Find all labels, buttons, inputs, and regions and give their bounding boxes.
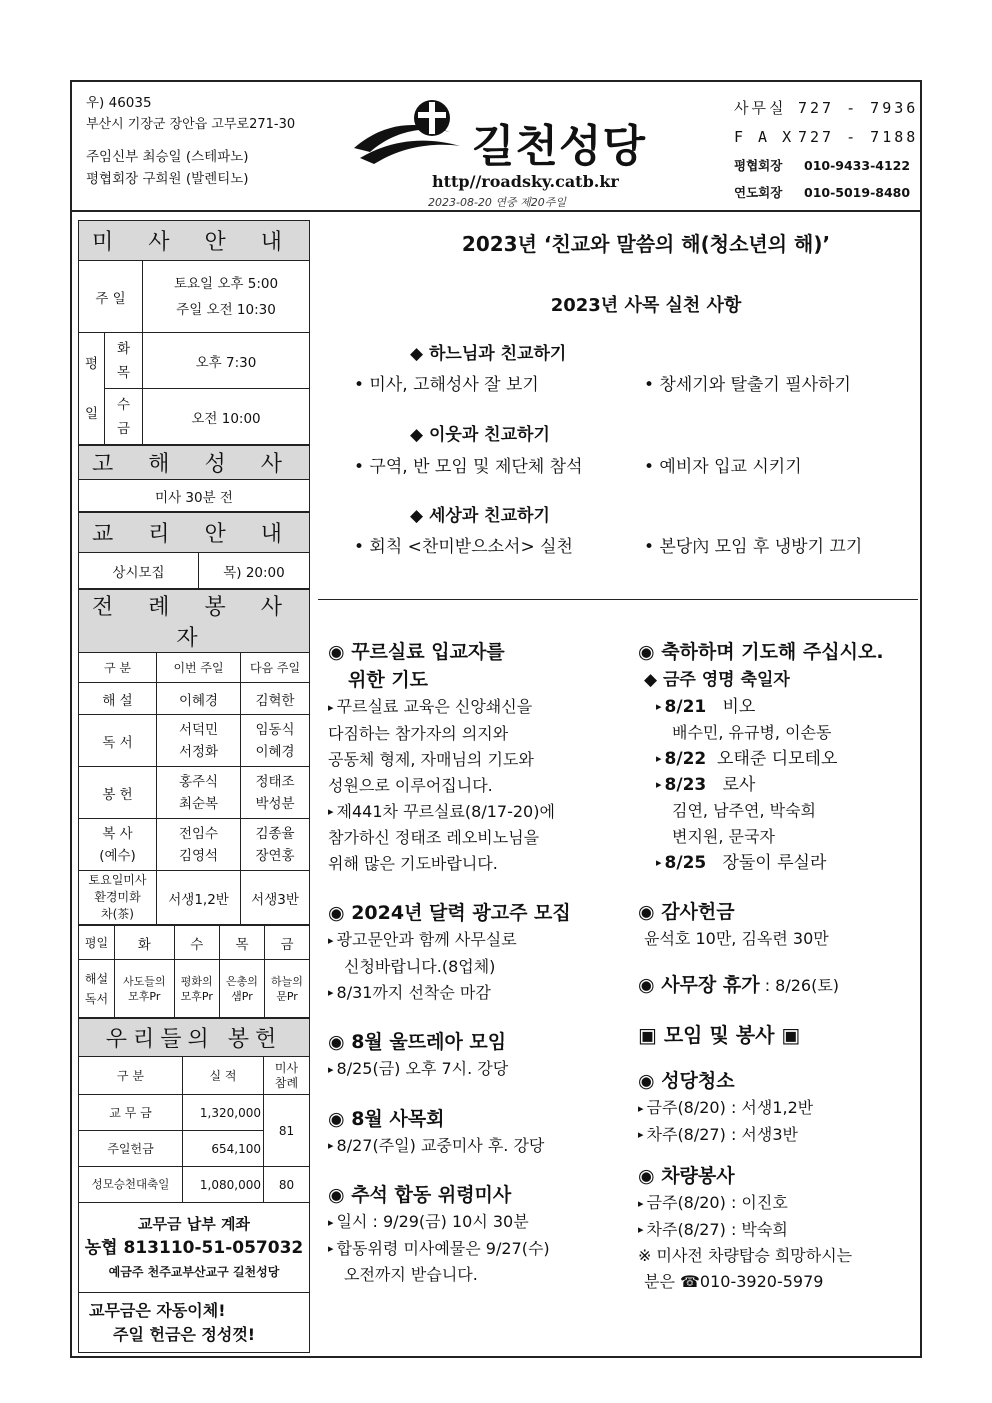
- wed-fri-time: 오전 10:00: [143, 389, 310, 445]
- pastor: 주임신부 최승일 (스테파노): [86, 149, 249, 165]
- liturgy-table: 전 례 봉 사 자 구 분 이번 주일 다음 주일 해 설 이혜경 김혁한 독 서 서덕민 서정화 임동식 이혜경 봉 헌 홍주식 최순복 정태조 박성분 복 사 (예수) 전임수 김영석 김종율 장연홍 토요일미사 환경미화 차(茶) 서생1,2반 서생3반: [78, 589, 310, 925]
- goal-neighbor-item-2: • 예비자 입교 시키기: [644, 457, 802, 477]
- sidebar: [78, 220, 310, 1353]
- cursillo-title-2: 위한 기도: [348, 669, 429, 691]
- weekday-label: 평 일: [79, 333, 105, 445]
- triangle-icon: ▸: [656, 856, 662, 869]
- triangle-icon: ▸: [656, 752, 662, 765]
- goal-neighbor: ◆ 이웃과 친교하기: [410, 425, 550, 445]
- cleaning-title: ◉ 성당청소: [638, 1070, 735, 1092]
- memorial-mass-title: ◉ 추석 합동 위령미사: [328, 1184, 512, 1206]
- confession-text: 미사 30분 전: [79, 480, 310, 512]
- goal-god: ◆ 하느님과 친교하기: [410, 344, 567, 364]
- feast-item: ▸ 8/25 장둘이 루실라: [656, 853, 827, 873]
- news-right-column: ◉ 축하하며 기도해 주십시오. ◆ 금주 영명 축일자 ▸ 8/21 비오 배수민, 유규병, 이손동 ▸ 8/22 오태준 디모테오 ▸ 8/23 로사 김연, 남주연, 박숙희 변지원, 문국자 ▸ 8/25 장둘이 루실라 ◉ 감사헌금 윤석호 10만, 김옥련 30만 ◉ 사무장 휴가 : 8/26(토) ▣ 모임 및 봉사 ▣ ◉ 성당청소 ▸ 금주(8/20) : 서생1,2반 ▸ 차주(8/27) : 서생3반 ◉ 차량봉사 ▸ 금주(8/20) : 이진호 ▸ 차주(8/27) : 박숙희 ※ 미사전 차량탑승 희망하시는 분은 ☎010-3920-5979: [638, 638, 918, 1295]
- website-url[interactable]: http//roadsky.catb.kr: [432, 172, 619, 191]
- driving-title: ◉ 차량봉사: [638, 1165, 735, 1187]
- driving-contact: 분은 ☎010-3920-5979: [644, 1272, 824, 1291]
- sunday-label: 주 일: [79, 261, 143, 333]
- issue-date: 2023-08-20 연중 제20주일: [428, 196, 567, 209]
- triangle-icon: ▸: [328, 1062, 334, 1076]
- cursillo-title: ◉ 꾸르실료 입교자를: [328, 641, 505, 663]
- parish-logo: [350, 96, 690, 209]
- triangle-icon: ▸: [638, 1196, 644, 1210]
- triangle-icon: ▸: [638, 1223, 644, 1236]
- service-title: ▣ 모임 및 봉사 ▣: [638, 1023, 801, 1047]
- contact-fax: F A X 727 - 7188: [734, 128, 919, 146]
- feast-title: ◉ 축하하며 기도해 주십시오.: [638, 641, 884, 663]
- postal-code: 우) 46035: [86, 95, 152, 111]
- contact-memorial: 연도회장 010-5019-8480: [734, 185, 911, 200]
- triangle-icon: ▸: [656, 778, 662, 791]
- header: [72, 82, 920, 212]
- tue-thu-time: 오후 7:30: [143, 333, 310, 389]
- weekday-liturgy-table: 평일 화 수 목 금 해설 독서 사도들의 모후Pr 평화의 모후Pr 은총의 샘Pr 하늘의 문Pr: [78, 925, 310, 1018]
- sunday-times: 토요일 오후 5:00 주일 오전 10:30: [143, 261, 310, 333]
- liturgy-title: 전 례 봉 사 자: [79, 590, 310, 653]
- table-row: 교 무 금 1,320,000 81: [79, 1095, 310, 1131]
- triangle-icon: ▸: [328, 805, 334, 818]
- contact-council: 평협회장 010-9433-4122: [734, 158, 911, 173]
- goal-god-item-1: • 미사, 고해성사 잘 보기: [354, 375, 539, 395]
- feast-item: ▸ 8/22 오태준 디모테오: [656, 749, 838, 769]
- table-row: 복 사 (예수) 전임수 김영석 김종율 장연홍: [79, 819, 310, 871]
- council-title: ◉ 8월 사목회: [328, 1107, 445, 1130]
- table-row: 성모승천대축일 1,080,000 80: [79, 1167, 310, 1203]
- table-row: 독 서 서덕민 서정화 임동식 이혜경: [79, 715, 310, 767]
- catechism-time: 목) 20:00: [199, 553, 310, 589]
- divider: [318, 599, 918, 600]
- goal-world-item-2: • 본당內 모임 후 냉방기 끄기: [644, 537, 863, 557]
- table-row: 토요일미사 환경미화 차(茶) 서생1,2반 서생3반: [79, 871, 310, 925]
- news-left-column: ◉ 꾸르실료 입교자를 위한 기도 ▸ 꾸르실료 교육은 신앙쇄신을 다짐하는 참가자의 의지와 공동체 형제, 자매님의 기도와 성원으로 이루어집니다. ▸ 제441차 꾸르실료(8/17-20)에 참가하신 정태조 레오비노님을 위해 많은 기도바랍니다. ◉ 2024년 달력 광고주 모집 ▸ 광고문안과 함께 사무실로 신청바랍니다.(8업체) ▸ 8/31까지 선착순 마감 ◉ 8월 울뜨레아 모임 ▸ 8/25(금) 오후 7시. 강당 ◉ 8월 사목회 ▸ 8/27(주일) 교중미사 후. 강당 ◉ 추석 합동 위령미사 ▸ 일시 : 9/29(금) 10시 30분 ▸ 합동위령 미사예물은 9/27(수) 오전까지 받습니다.: [328, 638, 618, 1288]
- mass-title: 미 사 안 내: [79, 221, 310, 261]
- header-info: [86, 92, 295, 190]
- triangle-icon: ▸: [328, 1242, 334, 1255]
- offering-table: 우리들의 봉헌 구 분 실 적 미사 참례 교 무 금 1,320,000 81 주일헌금 654,100 성모승천대축일 1,080,000 80 교무금 납부 계좌 농협 813110-51-057032 예금주 천주교부산교구 길천성당 교무금은 자동이체! 주일 헌금은 정성껏!: [78, 1018, 310, 1353]
- triangle-icon: ▸: [328, 1139, 334, 1152]
- table-row: 봉 헌 홍주식 최순복 정태조 박성분: [79, 767, 310, 819]
- catechism-title: 교 리 안 내: [79, 513, 310, 553]
- account-info: 교무금 납부 계좌 농협 813110-51-057032 예금주 천주교부산교구 길천성당: [79, 1203, 310, 1293]
- feast-item: ▸ 8/21 비오: [656, 697, 756, 717]
- pastoral-theme: [318, 220, 918, 317]
- triangle-icon: ▸: [328, 986, 334, 999]
- ultreya-title: ◉ 8월 울뜨레아 모임: [328, 1031, 507, 1053]
- tue-thu-label: 화 목: [105, 333, 143, 389]
- offering-notice: 교무금은 자동이체! 주일 헌금은 정성껏!: [79, 1293, 310, 1353]
- cross-swoosh-icon: [350, 96, 480, 176]
- offering-title: 우리들의 봉헌: [79, 1019, 310, 1057]
- goal-world-item-1: • 회칙 <찬미받으소서> 실천: [354, 537, 573, 557]
- council-chair: 평협회장 구희원 (발렌티노): [86, 171, 249, 187]
- triangle-icon: ▸: [328, 1215, 334, 1229]
- confession-title: 고 해 성 사: [79, 446, 310, 480]
- year-theme-title: 2023년 ‘친교와 말씀의 해(청소년의 해)’: [461, 232, 831, 256]
- triangle-icon: ▸: [328, 933, 334, 947]
- feast-subtitle: ◆ 금주 영명 축일자: [644, 670, 790, 690]
- practice-title: 2023년 사목 실천 사항: [550, 295, 742, 316]
- goal-god-item-2: • 창세기와 탈출기 필사하기: [644, 375, 851, 395]
- mass-table: [78, 220, 310, 445]
- goal-neighbor-item-1: • 구역, 반 모임 및 제단체 참석: [354, 457, 583, 477]
- feast-item: ▸ 8/23 로사: [656, 775, 756, 795]
- thanks-title: ◉ 감사헌금: [638, 901, 735, 923]
- parish-name: 길천성당: [472, 121, 647, 172]
- table-row: 해 설 이혜경 김혁한: [79, 683, 310, 715]
- goal-world: ◆ 세상과 친교하기: [410, 506, 550, 526]
- calendar-title: ◉ 2024년 달력 광고주 모집: [328, 902, 571, 924]
- bulletin-frame: [70, 80, 922, 1358]
- confession-table: [78, 445, 310, 512]
- catechism-recruit: 상시모집: [79, 553, 199, 589]
- contacts: [734, 94, 918, 206]
- triangle-icon: ▸: [638, 1101, 644, 1115]
- triangle-icon: ▸: [656, 700, 662, 713]
- catechism-table: [78, 512, 310, 589]
- contact-office: 사무실 727 - 7936: [734, 99, 919, 117]
- address: 부산시 기장군 장안읍 고무로271-30: [86, 117, 296, 132]
- table-row: 주일헌금 654,100: [79, 1131, 310, 1167]
- wed-fri-label: 수 금: [105, 389, 143, 445]
- triangle-icon: ▸: [638, 1128, 644, 1141]
- vacation-notice: ◉ 사무장 휴가 : 8/26(토): [638, 974, 840, 996]
- triangle-icon: ▸: [328, 700, 334, 714]
